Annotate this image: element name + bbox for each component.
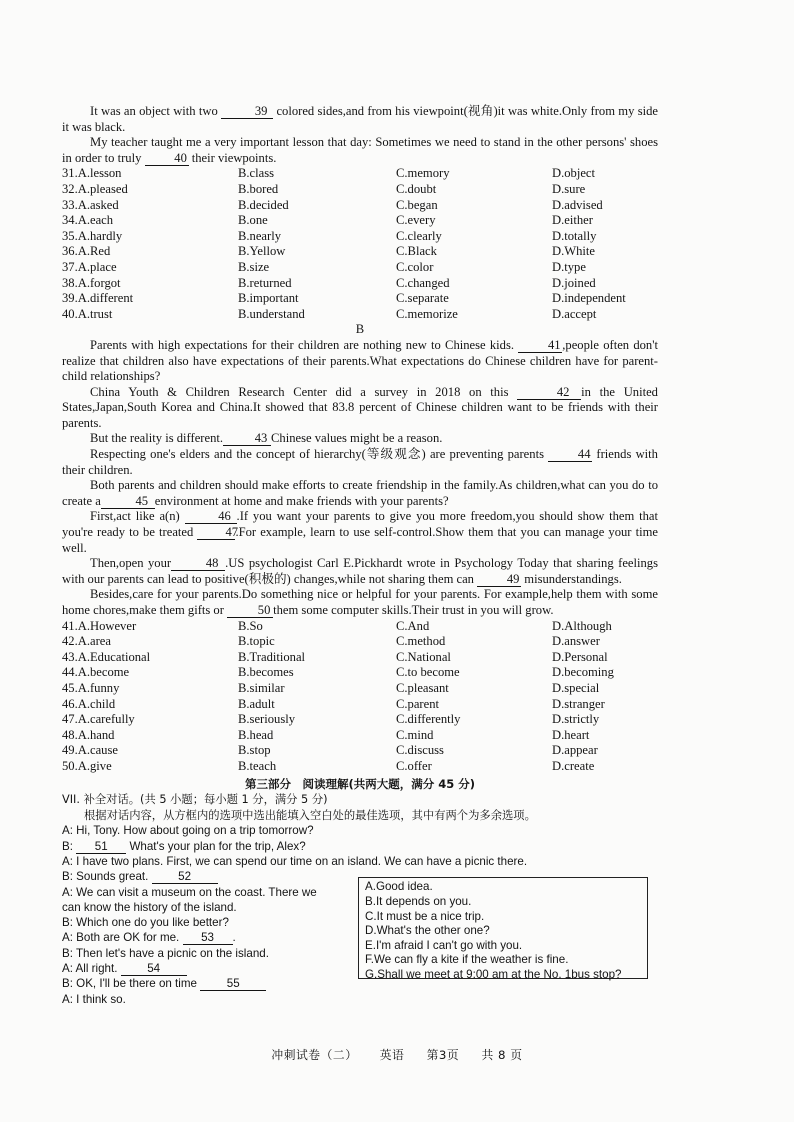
option-47-b[interactable]: B.seriously xyxy=(238,712,296,727)
option-40-b[interactable]: B.understand xyxy=(238,306,305,321)
choice-a[interactable]: A.Good idea. xyxy=(365,880,433,894)
option-48-d[interactable]: D.heart xyxy=(552,727,590,742)
option-39-a[interactable]: 39.A.different xyxy=(62,291,134,306)
text: A: We can visit a museum on the coast. There we xyxy=(62,885,317,899)
option-32-d[interactable]: D.sure xyxy=(552,181,586,196)
question-7-instruction: 根据对话内容，从方框内的选项中选出能填入空白处的最佳选项，其中有两个为多余选项。 xyxy=(84,808,536,822)
option-31-b[interactable]: B.class xyxy=(238,166,275,181)
option-33-a[interactable]: 33.A.asked xyxy=(62,197,119,212)
option-33-d[interactable]: D.advised xyxy=(552,197,603,212)
option-46-a[interactable]: 46.A.child xyxy=(62,696,116,711)
option-42-a[interactable]: 42.A.area xyxy=(62,634,111,649)
options-41-50 xyxy=(62,619,658,775)
option-33-b[interactable]: B.decided xyxy=(238,197,289,212)
options-31-40 xyxy=(62,166,658,322)
option-50-a[interactable]: 50.A.give xyxy=(62,758,112,773)
text: A: I think so. xyxy=(62,992,126,1006)
text: in the United States,Japan,South Korea and China.It showed that 83.8 percent of Chinese children want to be friends with their parents. xyxy=(62,384,658,430)
answer-blank-46[interactable]: 46 xyxy=(185,510,237,524)
option-38-a[interactable]: 38.A.forgot xyxy=(62,275,121,290)
text: Respecting one's elders and the concept of hierarchy(等级观念) are preventing parents xyxy=(90,447,544,462)
text: A: Both are OK for me. xyxy=(62,931,180,945)
dialogue-line xyxy=(62,961,350,976)
option-34-b[interactable]: B.one xyxy=(238,213,268,228)
text: misunderstandings. xyxy=(524,571,622,586)
option-42-d[interactable]: D.answer xyxy=(552,634,600,649)
option-35-b[interactable]: B.nearly xyxy=(238,228,282,243)
option-34-d[interactable]: D.either xyxy=(552,213,593,228)
dialogue-line xyxy=(62,854,658,869)
text: . xyxy=(232,931,236,945)
answer-blank-51[interactable]: 51 xyxy=(76,840,126,854)
dialogue-line xyxy=(62,885,350,900)
option-44-d[interactable]: D.becoming xyxy=(552,665,614,680)
option-38-d[interactable]: D.joined xyxy=(552,275,596,290)
option-42-b[interactable]: B.topic xyxy=(238,634,275,649)
question-7-title: VII. 补全对话。(共 5 小题；每小题 1 分，满分 5 分) xyxy=(62,793,328,807)
subject-name: 英语 xyxy=(379,1048,405,1062)
passage-a-paragraph-2 xyxy=(62,135,658,166)
text: Then,open your xyxy=(90,556,172,571)
option-50-c[interactable]: C.offer xyxy=(396,758,432,773)
option-41-d[interactable]: D.Although xyxy=(552,618,612,633)
option-36-a[interactable]: 36.A.Red xyxy=(62,244,111,259)
option-32-b[interactable]: B.bored xyxy=(238,181,279,196)
option-36-d[interactable]: D.White xyxy=(552,244,596,259)
answer-blank-45[interactable]: 45 xyxy=(101,495,155,509)
option-41-a[interactable]: 41.A.However xyxy=(62,618,137,633)
option-50-d[interactable]: D.create xyxy=(552,758,595,773)
answer-blank-40[interactable]: 40 xyxy=(145,152,189,166)
option-37-a[interactable]: 37.A.place xyxy=(62,259,117,274)
choice-e[interactable]: E.I'm afraid I can't go with you. xyxy=(365,938,523,952)
option-39-b[interactable]: B.important xyxy=(238,291,299,306)
choice-c[interactable]: C.It must be a nice trip. xyxy=(365,909,485,923)
option-46-b[interactable]: B.adult xyxy=(238,696,275,711)
option-37-d[interactable]: D.type xyxy=(552,259,586,274)
page-number: 第3页 xyxy=(426,1048,460,1062)
option-47-d[interactable]: D.strictly xyxy=(552,712,600,727)
answer-blank-50[interactable]: 50 xyxy=(227,604,273,618)
option-41-c[interactable]: C.And xyxy=(396,618,430,633)
passage-b-paragraph-5 xyxy=(62,478,658,509)
option-43-a[interactable]: 43.A.Educational xyxy=(62,649,151,664)
passage-b-paragraph-3 xyxy=(62,431,658,447)
choice-f[interactable]: F.We can fly a kite if the weather is fine. xyxy=(365,953,569,967)
text: It was an object with two xyxy=(90,104,218,118)
text: A: I have two plans. First, we can spend our time on an island. We can have a picnic there. xyxy=(62,854,528,868)
answer-blank-39[interactable]: 39 xyxy=(221,105,273,119)
text: B: xyxy=(62,839,73,853)
choice-g[interactable]: G.Shall we meet at 9:00 am at the No. 1bus stop? xyxy=(365,967,622,981)
passage-b-paragraph-7 xyxy=(62,556,658,587)
option-31-c[interactable]: C.memory xyxy=(396,166,450,181)
passage-b-paragraph-6 xyxy=(62,509,658,556)
answer-blank-52[interactable]: 52 xyxy=(152,870,218,884)
exam-name: 冲刺试卷（二） xyxy=(271,1048,358,1062)
option-34-c[interactable]: C.every xyxy=(396,213,436,228)
option-42-c[interactable]: C.method xyxy=(396,634,446,649)
exam-page xyxy=(62,104,658,1007)
text: B: Sounds great. xyxy=(62,870,149,884)
text: ,people often don't realize that children also have expectations of their parents.What expectations do Chinese children have for parent-child relationships? xyxy=(62,337,658,384)
choice-d[interactable]: D.What's the other one? xyxy=(365,924,490,938)
option-36-b[interactable]: B.Yellow xyxy=(238,244,286,259)
dialogue-line xyxy=(62,992,350,1007)
option-36-c[interactable]: C.Black xyxy=(396,244,437,259)
passage-b-paragraph-2 xyxy=(62,385,658,432)
passage-b-paragraph-1 xyxy=(62,338,658,385)
option-35-a[interactable]: 35.A.hardly xyxy=(62,228,123,243)
answer-blank-42[interactable]: 42 xyxy=(517,386,581,400)
option-43-b[interactable]: B.Traditional xyxy=(238,649,306,664)
text: them some computer skills.Their trust in you will grow. xyxy=(273,603,554,617)
dialogue-line xyxy=(62,839,658,854)
option-40-a[interactable]: 40.A.trust xyxy=(62,306,113,321)
text: What's your plan for the trip, Alex? xyxy=(129,839,306,853)
answer-blank-53[interactable]: 53 xyxy=(183,931,233,945)
option-40-d[interactable]: D.accept xyxy=(552,306,597,321)
text: But the reality is different. xyxy=(90,431,224,446)
option-46-c[interactable]: C.parent xyxy=(396,696,440,711)
option-49-a[interactable]: 49.A.cause xyxy=(62,743,118,758)
option-49-c[interactable]: C.discuss xyxy=(396,743,444,758)
text: A: Hi, Tony. How about going on a trip tomorrow? xyxy=(62,824,314,838)
text: China Youth & Children Research Center did a survey in 2018 on this xyxy=(90,384,509,399)
option-39-d[interactable]: D.independent xyxy=(552,291,626,306)
text: .For example, learn to use self-control.Show them that you can manage your time well. xyxy=(62,525,658,555)
option-45-d[interactable]: D.special xyxy=(552,680,600,695)
option-35-c[interactable]: C.clearly xyxy=(396,228,442,243)
option-44-a[interactable]: 44.A.become xyxy=(62,665,130,680)
text: Chinese values might be a reason. xyxy=(271,431,443,446)
option-46-d[interactable]: D.stranger xyxy=(552,696,605,711)
dialogue-line xyxy=(62,900,350,915)
answer-blank-48[interactable]: 48 xyxy=(171,557,225,571)
text: .If you want your parents to give you more freedom,you should show them that you're ready to be treated xyxy=(62,509,658,540)
text: friends with their children. xyxy=(62,447,658,477)
section-3-title: 第三部分 阅读理解(共两大题，满分 45 分) xyxy=(244,776,476,791)
option-49-b[interactable]: B.stop xyxy=(238,743,271,758)
option-38-b[interactable]: B.returned xyxy=(238,275,292,290)
dialogue-line xyxy=(62,823,658,838)
dialogue-line xyxy=(62,930,350,945)
text: First,act like a(n) xyxy=(90,509,180,524)
text: My teacher taught me a very important lesson that day: Sometimes we need to stand in the other persons' shoes in order to truly xyxy=(62,135,658,165)
text: Besides,care for your parents.Do something nice or helpful for your parents. For example,help them with some home chores,make them gifts or xyxy=(62,587,658,617)
choice-b[interactable]: B.It depends on you. xyxy=(365,894,472,908)
text: Both parents and children should make efforts to create friendship in the family.As children,what can you do to create a xyxy=(62,478,658,508)
option-31-a[interactable]: 31.A.lesson xyxy=(62,166,122,181)
option-35-d[interactable]: D.totally xyxy=(552,228,597,243)
option-47-c[interactable]: C.differently xyxy=(396,712,461,727)
dialogue xyxy=(62,823,658,1007)
option-50-b[interactable]: B.teach xyxy=(238,758,277,773)
text: A: All right. xyxy=(62,961,118,975)
answer-blank-55[interactable]: 55 xyxy=(200,977,266,991)
option-44-c[interactable]: C.to become xyxy=(396,665,460,680)
option-33-c[interactable]: C.began xyxy=(396,197,438,212)
passage-b-paragraph-8 xyxy=(62,587,658,618)
passage-b-paragraph-4 xyxy=(62,447,658,478)
dialogue-line xyxy=(62,869,350,884)
option-47-a[interactable]: 47.A.carefully xyxy=(62,712,135,727)
text: .US psychologist Carl E.Pickhardt wrote in Psychology Today that sharing feelings with our parents can lead to positive(积极的) changes,while not sharing them can xyxy=(62,556,659,586)
option-43-d[interactable]: D.Personal xyxy=(552,649,608,664)
option-45-c[interactable]: C.pleasant xyxy=(396,680,449,695)
text: B: OK, I'll be there on time xyxy=(62,977,197,991)
answer-blank-41[interactable]: 41 xyxy=(518,339,562,353)
option-49-d[interactable]: D.appear xyxy=(552,743,598,758)
option-43-c[interactable]: C.National xyxy=(396,649,451,664)
option-32-a[interactable]: 32.A.pleased xyxy=(62,181,128,196)
answer-blank-44[interactable]: 44 xyxy=(548,448,592,462)
dialogue-line xyxy=(62,915,350,930)
option-45-a[interactable]: 45.A.funny xyxy=(62,680,120,695)
answer-blank-49[interactable]: 49 xyxy=(477,573,521,587)
option-48-a[interactable]: 48.A.hand xyxy=(62,727,115,742)
option-37-b[interactable]: B.size xyxy=(238,259,270,274)
option-39-c[interactable]: C.separate xyxy=(396,291,449,306)
page-footer xyxy=(0,1048,794,1064)
option-40-c[interactable]: C.memorize xyxy=(396,306,458,321)
option-37-c[interactable]: C.color xyxy=(396,259,434,274)
passage-a-paragraph-1 xyxy=(62,104,658,135)
text: B: Which one do you like better? xyxy=(62,916,229,930)
text: B: Then let's have a picnic on the island. xyxy=(62,946,269,960)
text: Parents with high expectations for their children are nothing new to Chinese kids. xyxy=(90,337,515,352)
option-38-c[interactable]: C.changed xyxy=(396,275,450,290)
option-34-a[interactable]: 34.A.each xyxy=(62,213,114,228)
answer-blank-47[interactable]: 47 xyxy=(197,526,235,540)
answer-blank-54[interactable]: 54 xyxy=(121,962,187,976)
option-48-b[interactable]: B.head xyxy=(238,727,274,742)
answer-blank-43[interactable]: 43 xyxy=(223,432,271,446)
option-31-d[interactable]: D.object xyxy=(552,166,596,181)
option-32-c[interactable]: C.doubt xyxy=(396,181,437,196)
option-48-c[interactable]: C.mind xyxy=(396,727,434,742)
section-b-heading: B xyxy=(355,322,365,337)
answer-choices-box xyxy=(358,877,648,979)
text: environment at home and make friends with your parents? xyxy=(154,493,449,508)
text: can know the history of the island. xyxy=(62,900,237,914)
dialogue-line xyxy=(62,946,350,961)
option-44-b[interactable]: B.becomes xyxy=(238,665,294,680)
dialogue-line xyxy=(62,976,350,991)
option-45-b[interactable]: B.similar xyxy=(238,680,285,695)
text: their viewpoints. xyxy=(191,150,277,165)
option-41-b[interactable]: B.So xyxy=(238,618,263,633)
page-total: 共 8 页 xyxy=(481,1048,523,1062)
text: colored sides,and from his viewpoint(视角)it was white.Only from my side it was black. xyxy=(62,104,658,134)
